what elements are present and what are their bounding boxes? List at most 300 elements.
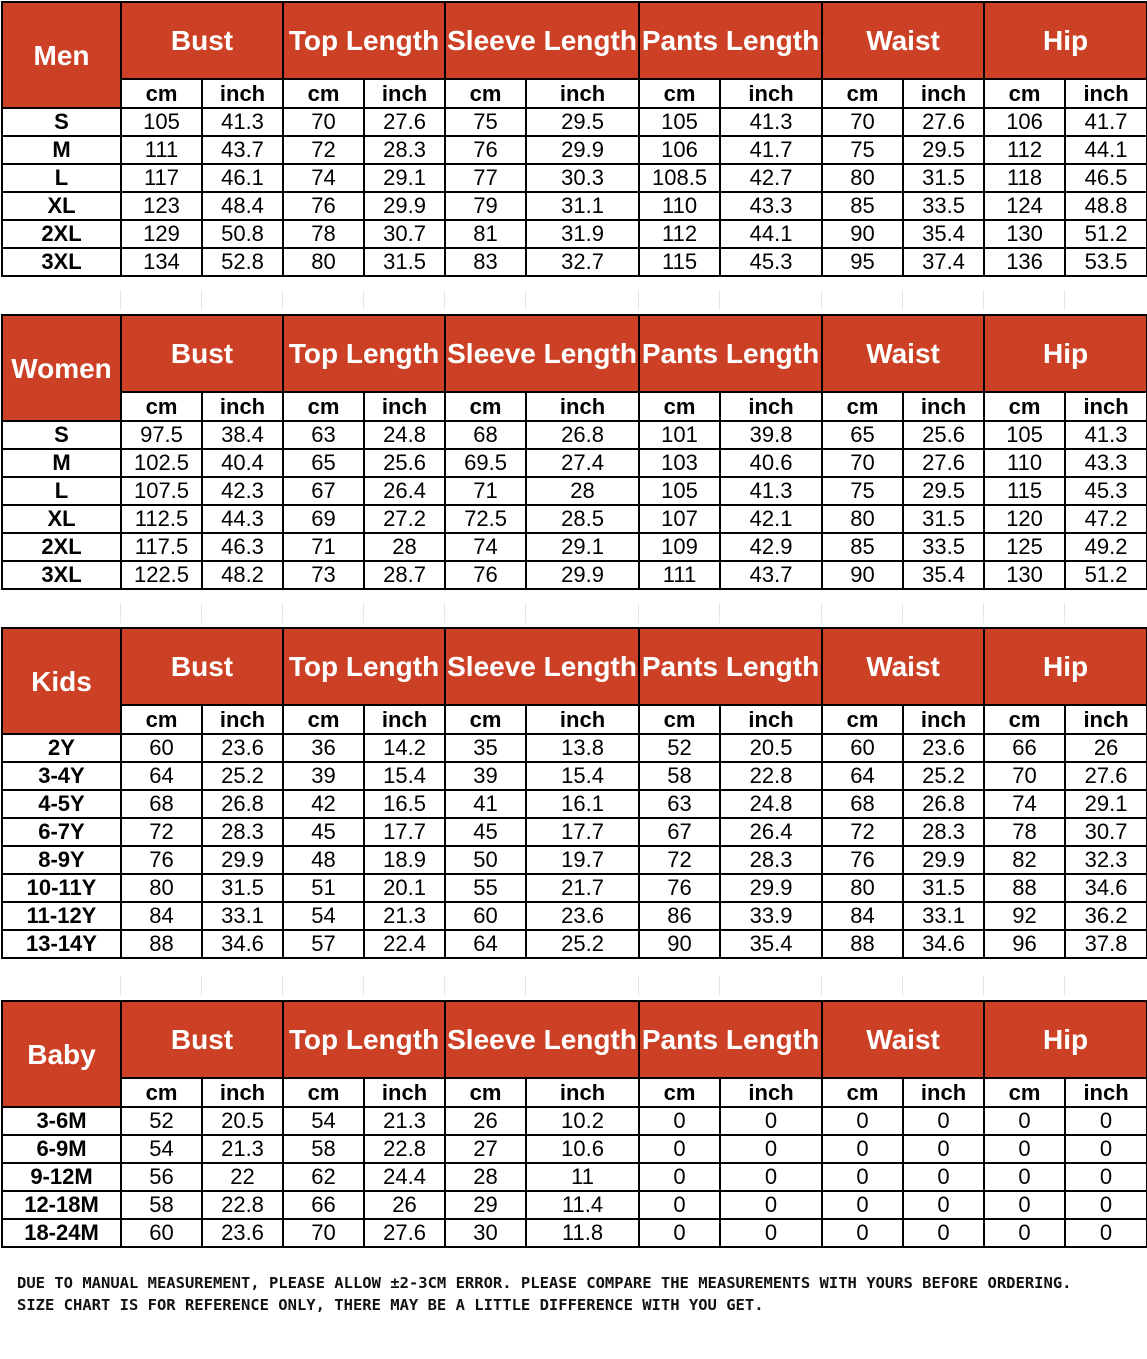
table-cell: 43.7 <box>720 561 822 589</box>
table-cell: 43.3 <box>1065 449 1147 477</box>
unit-inch: inch <box>364 392 445 421</box>
size-label: XL <box>2 505 121 533</box>
table-cell: 42 <box>283 790 364 818</box>
table-cell: 76 <box>639 874 720 902</box>
table-cell: 23.6 <box>903 734 984 762</box>
size-table-men <box>1 1 1147 277</box>
table-row <box>2 818 1147 846</box>
unit-cm: cm <box>984 392 1065 421</box>
table-cell: 84 <box>121 902 202 930</box>
table-spacer <box>1 603 1146 623</box>
table-cell: 39.8 <box>720 421 822 449</box>
table-cell: 82 <box>984 846 1065 874</box>
table-cell: 46.5 <box>1065 164 1147 192</box>
size-label: 4-5Y <box>2 790 121 818</box>
table-cell: 42.3 <box>202 477 283 505</box>
table-cell: 28.3 <box>903 818 984 846</box>
table-cell: 0 <box>903 1107 984 1135</box>
unit-cm: cm <box>984 1078 1065 1107</box>
table-cell: 29.9 <box>202 846 283 874</box>
table-cell: 52.8 <box>202 248 283 276</box>
table-cell: 129 <box>121 220 202 248</box>
table-cell: 43.7 <box>202 136 283 164</box>
table-cell: 48.2 <box>202 561 283 589</box>
table-cell: 60 <box>822 734 903 762</box>
table-cell: 68 <box>121 790 202 818</box>
reference-only-note: SIZE CHART IS FOR REFERENCE ONLY, THERE MAY BE A LITTLE DIFFERENCE WITH YOU GET. <box>17 1296 764 1314</box>
spacer-gridline <box>363 603 364 623</box>
table-cell: 0 <box>984 1163 1065 1191</box>
spacer-gridline <box>363 290 364 310</box>
spacer-gridline <box>902 290 903 310</box>
table-cell: 39 <box>283 762 364 790</box>
table-cell: 80 <box>822 164 903 192</box>
unit-row <box>2 79 1147 108</box>
table-cell: 41 <box>445 790 526 818</box>
unit-cm: cm <box>639 705 720 734</box>
unit-inch: inch <box>202 392 283 421</box>
table-cell: 69.5 <box>445 449 526 477</box>
table-cell: 81 <box>445 220 526 248</box>
unit-cm: cm <box>121 1078 202 1107</box>
unit-inch: inch <box>1065 1078 1147 1107</box>
table-cell: 29.9 <box>526 561 639 589</box>
table-row <box>2 930 1147 958</box>
table-cell: 0 <box>639 1163 720 1191</box>
table-row <box>2 136 1147 164</box>
table-cell: 0 <box>639 1191 720 1219</box>
unit-inch: inch <box>903 79 984 108</box>
table-cell: 105 <box>639 108 720 136</box>
table-cell: 75 <box>822 477 903 505</box>
table-cell: 11 <box>526 1163 639 1191</box>
table-cell: 45 <box>283 818 364 846</box>
table-cell: 40.6 <box>720 449 822 477</box>
table-cell: 0 <box>984 1107 1065 1135</box>
table-cell: 37.4 <box>903 248 984 276</box>
table-cell: 112.5 <box>121 505 202 533</box>
column-header-bust: Bust <box>121 1001 283 1078</box>
table-cell: 60 <box>121 1219 202 1247</box>
table-cell: 78 <box>984 818 1065 846</box>
table-cell: 22.8 <box>202 1191 283 1219</box>
spacer-gridline <box>983 290 984 310</box>
size-label: 13-14Y <box>2 930 121 958</box>
table-cell: 43.3 <box>720 192 822 220</box>
table-cell: 105 <box>639 477 720 505</box>
unit-cm: cm <box>445 705 526 734</box>
table-cell: 53.5 <box>1065 248 1147 276</box>
table-cell: 52 <box>639 734 720 762</box>
size-label: S <box>2 108 121 136</box>
header-row <box>2 1001 1147 1078</box>
table-cell: 76 <box>283 192 364 220</box>
table-cell: 130 <box>984 220 1065 248</box>
unit-inch: inch <box>202 1078 283 1107</box>
table-cell: 0 <box>903 1163 984 1191</box>
table-cell: 105 <box>121 108 202 136</box>
column-header-top-length: Top Length <box>283 315 445 392</box>
table-cell: 42.7 <box>720 164 822 192</box>
table-cell: 83 <box>445 248 526 276</box>
column-header-pants-length: Pants Length <box>639 628 822 705</box>
table-cell: 46.3 <box>202 533 283 561</box>
size-table-baby <box>1 1000 1147 1248</box>
size-label: 12-18M <box>2 1191 121 1219</box>
table-cell: 26 <box>445 1107 526 1135</box>
table-cell: 33.1 <box>903 902 984 930</box>
table-cell: 17.7 <box>526 818 639 846</box>
table-row <box>2 1163 1147 1191</box>
table-cell: 86 <box>639 902 720 930</box>
table-cell: 40.4 <box>202 449 283 477</box>
table-cell: 60 <box>445 902 526 930</box>
header-row <box>2 315 1147 392</box>
table-cell: 41.7 <box>720 136 822 164</box>
table-cell: 27.6 <box>903 108 984 136</box>
table-cell: 28.7 <box>364 561 445 589</box>
table-cell: 23.6 <box>526 902 639 930</box>
column-header-pants-length: Pants Length <box>639 1001 822 1078</box>
table-cell: 109 <box>639 533 720 561</box>
table-cell: 80 <box>822 505 903 533</box>
table-cell: 26 <box>364 1191 445 1219</box>
unit-inch: inch <box>526 392 639 421</box>
measurement-error-note: DUE TO MANUAL MEASUREMENT, PLEASE ALLOW ±2-3CM ERROR. PLEASE COMPARE THE MEASUREMENTS WITH YOURS BEFORE ORDERING. <box>17 1274 1072 1292</box>
table-cell: 112 <box>639 220 720 248</box>
table-cell: 0 <box>822 1191 903 1219</box>
table-row <box>2 449 1147 477</box>
size-label: XL <box>2 192 121 220</box>
table-cell: 25.6 <box>364 449 445 477</box>
table-cell: 50 <box>445 846 526 874</box>
table-row <box>2 874 1147 902</box>
spacer-gridline <box>821 976 822 996</box>
table-cell: 0 <box>822 1219 903 1247</box>
table-cell: 64 <box>822 762 903 790</box>
table-spacer <box>1 976 1146 996</box>
size-label: 3XL <box>2 561 121 589</box>
size-label: 2Y <box>2 734 121 762</box>
column-header-top-length: Top Length <box>283 1001 445 1078</box>
table-cell: 26.8 <box>903 790 984 818</box>
spacer-gridline <box>719 603 720 623</box>
table-cell: 14.2 <box>364 734 445 762</box>
table-row <box>2 1191 1147 1219</box>
spacer-gridline <box>719 976 720 996</box>
table-cell: 77 <box>445 164 526 192</box>
table-row <box>2 108 1147 136</box>
table-row <box>2 220 1147 248</box>
unit-cm: cm <box>822 79 903 108</box>
table-cell: 27.6 <box>364 1219 445 1247</box>
unit-inch: inch <box>364 1078 445 1107</box>
table-cell: 56 <box>121 1163 202 1191</box>
spacer-gridline <box>525 290 526 310</box>
group-label: Women <box>2 315 121 421</box>
table-cell: 28 <box>364 533 445 561</box>
table-cell: 31.1 <box>526 192 639 220</box>
table-cell: 48.4 <box>202 192 283 220</box>
unit-cm: cm <box>121 392 202 421</box>
table-cell: 90 <box>822 220 903 248</box>
table-cell: 66 <box>984 734 1065 762</box>
spacer-gridline <box>444 976 445 996</box>
table-row <box>2 561 1147 589</box>
table-cell: 34.6 <box>202 930 283 958</box>
table-cell: 32.7 <box>526 248 639 276</box>
table-cell: 21.7 <box>526 874 639 902</box>
unit-inch: inch <box>202 705 283 734</box>
unit-inch: inch <box>903 392 984 421</box>
table-cell: 58 <box>121 1191 202 1219</box>
spacer-gridline <box>282 976 283 996</box>
size-label: 6-9M <box>2 1135 121 1163</box>
unit-cm: cm <box>283 1078 364 1107</box>
table-cell: 28.3 <box>202 818 283 846</box>
table-cell: 32.3 <box>1065 846 1147 874</box>
unit-inch: inch <box>1065 705 1147 734</box>
unit-inch: inch <box>720 392 822 421</box>
table-cell: 76 <box>121 846 202 874</box>
table-cell: 45.3 <box>1065 477 1147 505</box>
table-cell: 107 <box>639 505 720 533</box>
table-cell: 41.7 <box>1065 108 1147 136</box>
table-cell: 71 <box>283 533 364 561</box>
table-row <box>2 902 1147 930</box>
spacer-gridline <box>120 290 121 310</box>
unit-inch: inch <box>526 705 639 734</box>
size-label: 3XL <box>2 248 121 276</box>
table-cell: 41.3 <box>720 108 822 136</box>
table-cell: 10.6 <box>526 1135 639 1163</box>
table-row <box>2 790 1147 818</box>
table-cell: 54 <box>283 902 364 930</box>
table-cell: 123 <box>121 192 202 220</box>
table-cell: 75 <box>445 108 526 136</box>
unit-cm: cm <box>639 1078 720 1107</box>
table-cell: 124 <box>984 192 1065 220</box>
column-header-hip: Hip <box>984 628 1147 705</box>
spacer-gridline <box>1064 603 1065 623</box>
size-label: 9-12M <box>2 1163 121 1191</box>
column-header-hip: Hip <box>984 2 1147 79</box>
unit-cm: cm <box>822 392 903 421</box>
table-cell: 33.5 <box>903 192 984 220</box>
spacer-gridline <box>1064 976 1065 996</box>
table-cell: 23.6 <box>202 734 283 762</box>
table-cell: 112 <box>984 136 1065 164</box>
column-header-sleeve-length: Sleeve Length <box>445 315 639 392</box>
spacer-gridline <box>282 603 283 623</box>
table-cell: 15.4 <box>364 762 445 790</box>
table-cell: 78 <box>283 220 364 248</box>
spacer-gridline <box>983 603 984 623</box>
table-cell: 29.5 <box>903 136 984 164</box>
size-label: 18-24M <box>2 1219 121 1247</box>
table-cell: 60 <box>121 734 202 762</box>
column-header-top-length: Top Length <box>283 628 445 705</box>
size-label: 2XL <box>2 533 121 561</box>
table-cell: 74 <box>283 164 364 192</box>
table-cell: 34.6 <box>1065 874 1147 902</box>
table-cell: 80 <box>822 874 903 902</box>
table-cell: 29 <box>445 1191 526 1219</box>
table-cell: 70 <box>984 762 1065 790</box>
table-cell: 22 <box>202 1163 283 1191</box>
column-header-hip: Hip <box>984 315 1147 392</box>
size-table-women <box>1 314 1147 590</box>
table-cell: 58 <box>639 762 720 790</box>
table-cell: 51 <box>283 874 364 902</box>
size-label: L <box>2 164 121 192</box>
table-cell: 42.9 <box>720 533 822 561</box>
table-cell: 84 <box>822 902 903 930</box>
table-cell: 31.9 <box>526 220 639 248</box>
table-cell: 29.9 <box>526 136 639 164</box>
table-cell: 0 <box>720 1107 822 1135</box>
table-cell: 10.2 <box>526 1107 639 1135</box>
spacer-gridline <box>1064 290 1065 310</box>
table-cell: 0 <box>822 1163 903 1191</box>
table-cell: 31.5 <box>202 874 283 902</box>
table-cell: 111 <box>121 136 202 164</box>
table-cell: 37.8 <box>1065 930 1147 958</box>
table-cell: 28 <box>526 477 639 505</box>
table-cell: 51.2 <box>1065 561 1147 589</box>
unit-row <box>2 1078 1147 1107</box>
unit-cm: cm <box>822 705 903 734</box>
table-cell: 22.8 <box>720 762 822 790</box>
table-cell: 70 <box>283 108 364 136</box>
table-row <box>2 846 1147 874</box>
table-cell: 16.1 <box>526 790 639 818</box>
table-cell: 39 <box>445 762 526 790</box>
table-cell: 27.6 <box>364 108 445 136</box>
table-cell: 45 <box>445 818 526 846</box>
table-cell: 85 <box>822 192 903 220</box>
table-cell: 36.2 <box>1065 902 1147 930</box>
table-cell: 0 <box>720 1219 822 1247</box>
table-cell: 72 <box>822 818 903 846</box>
table-cell: 22.4 <box>364 930 445 958</box>
table-cell: 25.2 <box>526 930 639 958</box>
spacer-gridline <box>525 976 526 996</box>
table-cell: 65 <box>822 421 903 449</box>
table-cell: 57 <box>283 930 364 958</box>
unit-inch: inch <box>903 705 984 734</box>
spacer-gridline <box>821 603 822 623</box>
unit-cm: cm <box>283 79 364 108</box>
table-cell: 28.5 <box>526 505 639 533</box>
table-cell: 20.5 <box>202 1107 283 1135</box>
unit-inch: inch <box>202 79 283 108</box>
table-cell: 0 <box>720 1135 822 1163</box>
table-cell: 70 <box>822 108 903 136</box>
unit-cm: cm <box>121 705 202 734</box>
table-cell: 0 <box>1065 1163 1147 1191</box>
column-header-waist: Waist <box>822 2 984 79</box>
disclaimer-notes <box>17 1273 1127 1317</box>
table-cell: 25.6 <box>903 421 984 449</box>
table-cell: 34.6 <box>903 930 984 958</box>
spacer-gridline <box>983 976 984 996</box>
table-cell: 42.1 <box>720 505 822 533</box>
table-cell: 44.1 <box>1065 136 1147 164</box>
table-cell: 74 <box>984 790 1065 818</box>
table-cell: 28.3 <box>720 846 822 874</box>
table-cell: 18.9 <box>364 846 445 874</box>
table-cell: 30 <box>445 1219 526 1247</box>
table-cell: 27.6 <box>903 449 984 477</box>
table-cell: 29.9 <box>720 874 822 902</box>
table-cell: 117.5 <box>121 533 202 561</box>
table-cell: 48.8 <box>1065 192 1147 220</box>
unit-inch: inch <box>526 79 639 108</box>
table-cell: 27 <box>445 1135 526 1163</box>
spacer-gridline <box>120 976 121 996</box>
table-cell: 24.8 <box>720 790 822 818</box>
spacer-gridline <box>638 290 639 310</box>
table-cell: 130 <box>984 561 1065 589</box>
table-cell: 29.5 <box>903 477 984 505</box>
table-cell: 31.5 <box>364 248 445 276</box>
table-cell: 38.4 <box>202 421 283 449</box>
table-cell: 28 <box>445 1163 526 1191</box>
table-cell: 68 <box>445 421 526 449</box>
table-cell: 0 <box>903 1219 984 1247</box>
table-cell: 0 <box>984 1219 1065 1247</box>
table-cell: 21.3 <box>202 1135 283 1163</box>
unit-cm: cm <box>445 392 526 421</box>
table-cell: 44.1 <box>720 220 822 248</box>
table-cell: 70 <box>283 1219 364 1247</box>
spacer-gridline <box>638 603 639 623</box>
table-cell: 24.4 <box>364 1163 445 1191</box>
unit-inch: inch <box>720 1078 822 1107</box>
table-cell: 76 <box>822 846 903 874</box>
table-cell: 102.5 <box>121 449 202 477</box>
table-cell: 11.8 <box>526 1219 639 1247</box>
table-cell: 0 <box>822 1107 903 1135</box>
table-cell: 21.3 <box>364 1107 445 1135</box>
header-row <box>2 628 1147 705</box>
table-cell: 44.3 <box>202 505 283 533</box>
table-cell: 49.2 <box>1065 533 1147 561</box>
table-cell: 88 <box>984 874 1065 902</box>
table-cell: 29.1 <box>1065 790 1147 818</box>
table-cell: 28.3 <box>364 136 445 164</box>
table-cell: 36 <box>283 734 364 762</box>
column-header-pants-length: Pants Length <box>639 315 822 392</box>
table-cell: 64 <box>445 930 526 958</box>
table-row <box>2 734 1147 762</box>
table-row <box>2 164 1147 192</box>
unit-cm: cm <box>121 79 202 108</box>
table-cell: 67 <box>283 477 364 505</box>
table-cell: 115 <box>639 248 720 276</box>
table-cell: 0 <box>1065 1219 1147 1247</box>
table-cell: 120 <box>984 505 1065 533</box>
unit-cm: cm <box>283 705 364 734</box>
table-cell: 33.5 <box>903 533 984 561</box>
table-cell: 0 <box>903 1191 984 1219</box>
table-cell: 115 <box>984 477 1065 505</box>
spacer-gridline <box>201 976 202 996</box>
table-row <box>2 533 1147 561</box>
spacer-gridline <box>282 290 283 310</box>
column-header-bust: Bust <box>121 315 283 392</box>
